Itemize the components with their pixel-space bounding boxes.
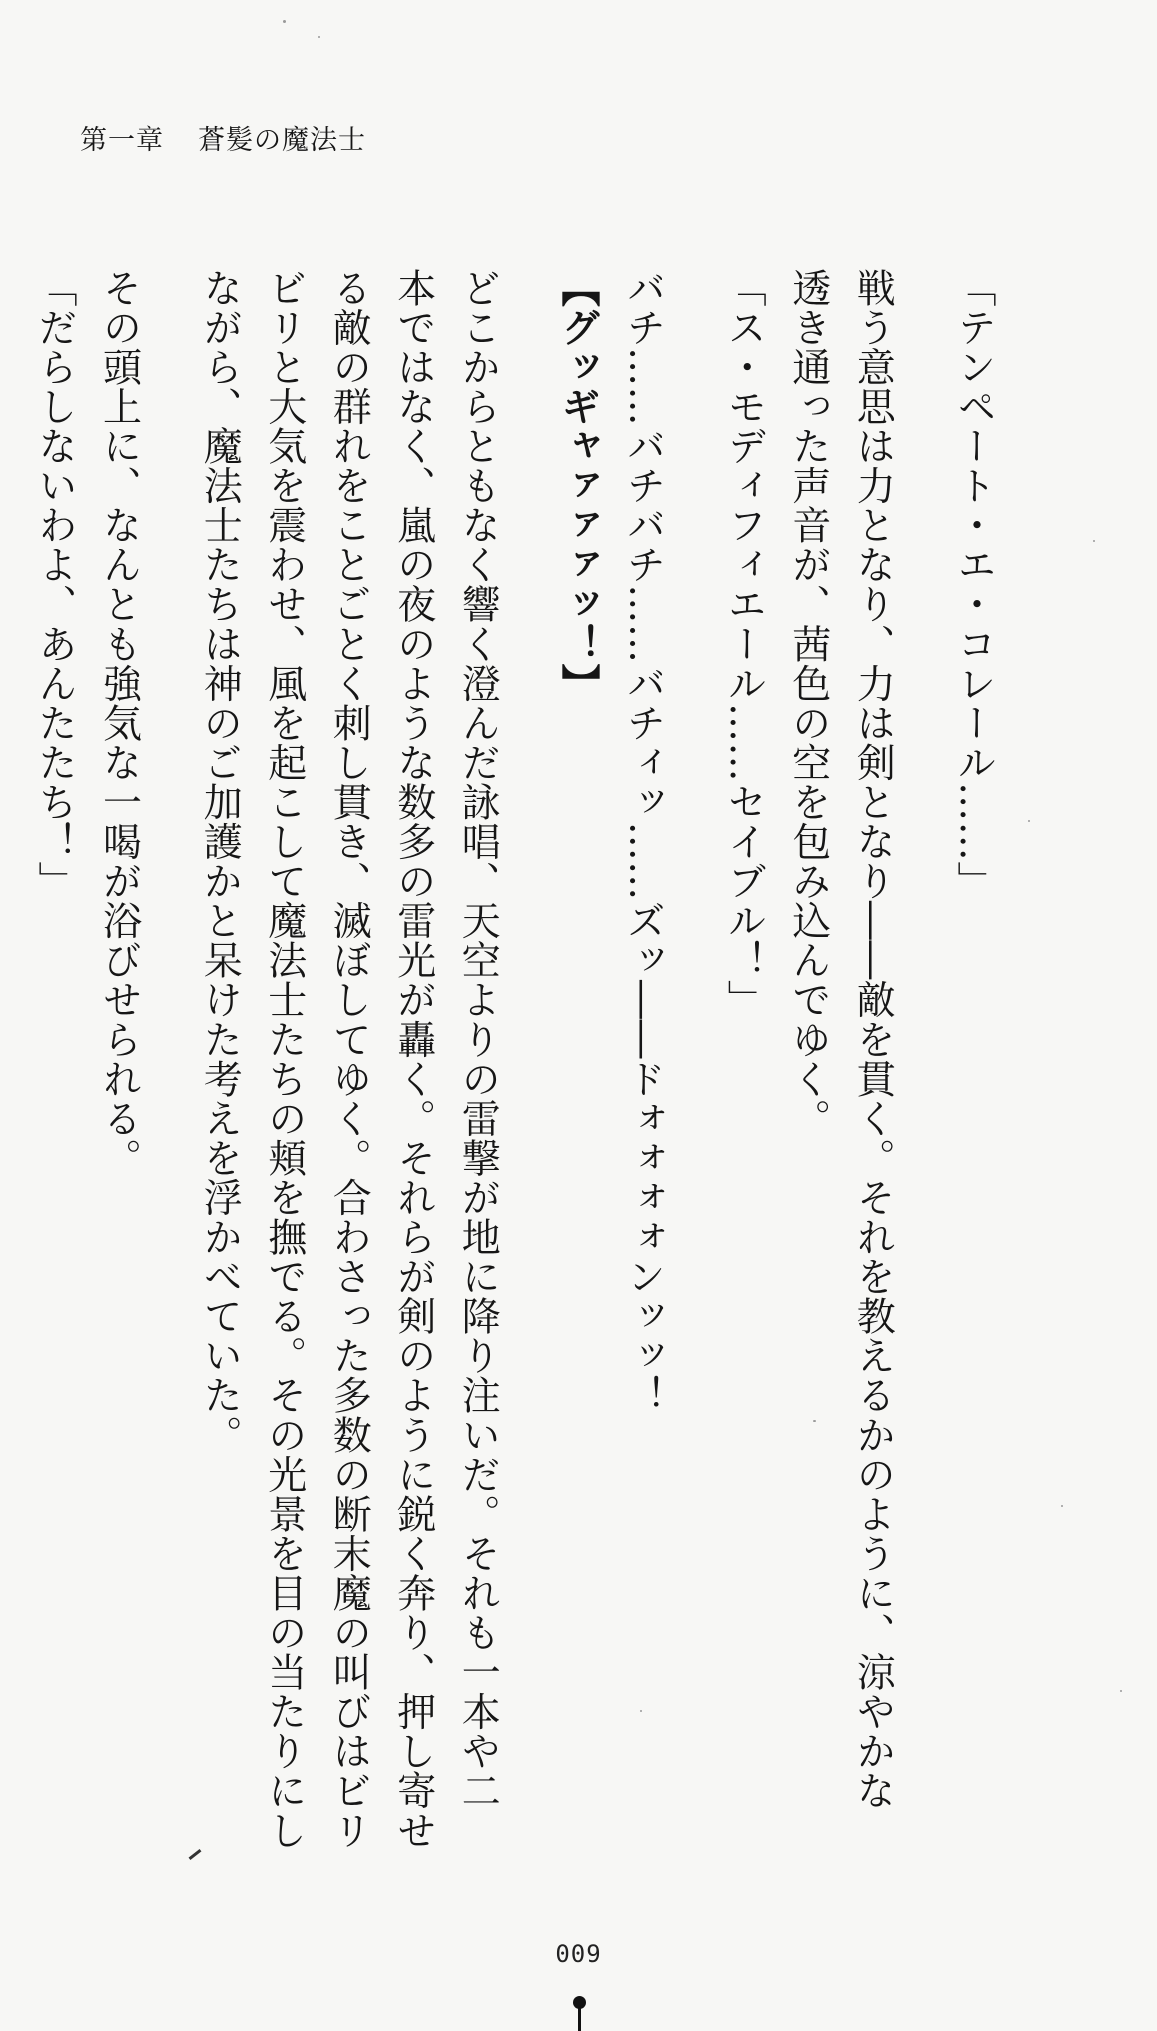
text-line: ながら、魔法士たちは神のご加護かと呆けた考えを浮かべていた。: [197, 268, 243, 1455]
scan-mark: [189, 1849, 202, 1860]
text-line: 【グッギャァァァッ！】: [554, 268, 601, 704]
text-line: その頭上に、なんとも強気な一喝が浴びせられる。: [96, 268, 142, 1178]
text-line: 「テンペート・エ・コレール……」: [951, 268, 996, 901]
scan-speck: [640, 1710, 642, 1712]
scan-speck: [1028, 820, 1030, 822]
scan-speck: [1120, 1690, 1122, 1692]
chapter-number: 第一章: [80, 125, 164, 156]
text-line: [0, 268, 21, 1733]
scan-speck: [318, 36, 320, 38]
scan-speck: [283, 20, 286, 23]
running-header: [80, 118, 366, 157]
text-line: 「ス・モディフィエール……セイブル！」: [721, 268, 767, 1020]
text-line: 本ではなく、嵐の夜のような数多の雷光が轟く。それらが剣のように鋭く奔り、押し寄せ: [390, 268, 436, 1850]
chapter-title: 蒼髪の魔法士: [198, 125, 366, 156]
scan-speck: [1061, 1505, 1063, 1507]
text-line: ビリと大気を震わせ、風を起こして魔法士たちの頬を撫でる。その光景を目の当たりにし: [261, 268, 307, 1850]
novel-body-text: [31, 268, 1005, 1850]
text-line: どこからともなく響く澄んだ詠唱、天空よりの雷撃が地に降り注いだ。それも一本や二: [455, 268, 501, 1811]
text-line: バチ……バチバチ……バチィッ……ズッ――ドォォォォンッッ！: [620, 268, 666, 1415]
scan-speck: [813, 1420, 816, 1422]
scan-speck: [1093, 540, 1095, 542]
page-number: 009: [555, 1940, 602, 1968]
text-line: 「だらしないわよ、あんたたち！」: [31, 268, 77, 901]
text-line: る敵の群れをことごとく刺し貫き、滅ぼしてゆく。合わさった多数の断末魔の叫びはビリ: [326, 268, 372, 1850]
text-line: 戦う意思は力となり、力は剣となり――敵を貫く。それを教えるかのように、涼やかな: [850, 268, 896, 1811]
text-line: 透き通った声音が、茜色の空を包み込んでゆく。: [785, 268, 831, 1139]
folio-ornament-stem: [578, 2006, 581, 2031]
